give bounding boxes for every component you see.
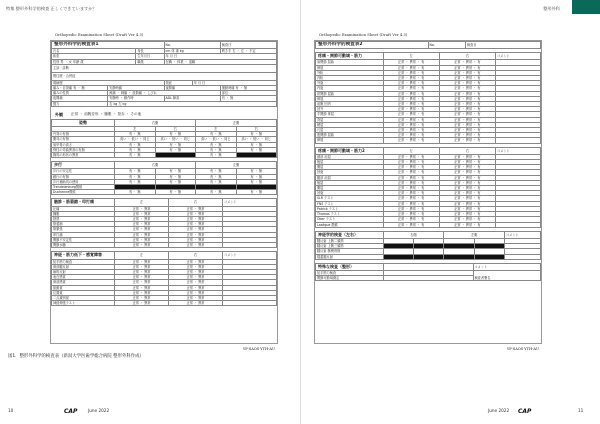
val: 正常 ・ 異常 ・ 有 bbox=[439, 154, 495, 159]
neuro-row: 膝蓋腱反射 bbox=[316, 254, 384, 259]
val: 有 ・ 無 bbox=[236, 132, 277, 137]
val: 正常 ・ 異常 ・ 有 bbox=[439, 117, 495, 122]
val: 有 ・ 無 bbox=[236, 142, 277, 147]
val: 正常 ・ 異常 ・ 有 bbox=[383, 196, 439, 201]
pain-site: 部位 bbox=[220, 91, 276, 96]
blocked-cell bbox=[413, 254, 443, 259]
rom-row: 外旋 bbox=[316, 81, 384, 86]
val: 正常 ・ 異常 ・ 有 bbox=[383, 165, 439, 170]
pain-rest: 安静時痛 bbox=[108, 86, 164, 91]
val: 正常 ・ 異常 ・ 有 bbox=[383, 60, 439, 65]
val: 正常 ・ 異常 bbox=[115, 222, 169, 227]
test-row: Lasègue 徴候 bbox=[316, 222, 384, 227]
val: 正常 ・ 異常 ・ 有 bbox=[383, 201, 439, 206]
sheet-title: Orthopedic Examination Sheet (Draft Ver 4.5) bbox=[55, 32, 144, 37]
blocked-cell bbox=[444, 254, 474, 259]
section-tab bbox=[572, 0, 600, 14]
val: 正常 ・ 異常 bbox=[115, 280, 169, 285]
rom-row: 手関節 掌屈 bbox=[316, 112, 384, 117]
header-left: 特集 整形外科学的検査 正しくできていますか？ bbox=[6, 6, 97, 11]
val: 正常 ・ 異常 bbox=[115, 264, 169, 269]
sub-r: 右 bbox=[169, 252, 223, 259]
height-unit: cm 体 重 kg bbox=[164, 49, 220, 54]
val: 有 ・ 無 bbox=[155, 169, 196, 174]
val: 正常 ・ 異常 ・ 有 bbox=[439, 81, 495, 86]
val: 正常 ・ 異常 bbox=[169, 227, 223, 232]
special-row: 関節可動域測定 bbox=[316, 276, 384, 281]
name-field: 氏名 bbox=[52, 49, 136, 54]
rom-row: 尺屈 bbox=[316, 128, 384, 133]
val: 正常 ・ 異常 ・ 有 bbox=[439, 217, 495, 222]
val: 高い ・ 低い ・ 同じ bbox=[236, 137, 277, 142]
exam-date: 検査日 bbox=[466, 42, 541, 49]
exam-sheet-2 bbox=[314, 32, 542, 351]
gait-table bbox=[51, 161, 277, 195]
val: 正常 ・ 異常 ・ 有 bbox=[383, 81, 439, 86]
nerve-heading: 神経・筋力低下・感覚障害 bbox=[52, 252, 115, 259]
val: 正常 ・ 異常 bbox=[169, 301, 223, 306]
val: 正常 ・ 異常 ・ 有 bbox=[439, 70, 495, 75]
sub-r: 右 bbox=[236, 127, 277, 132]
exam-sheet-1 bbox=[50, 32, 278, 351]
comment-label: コメント bbox=[223, 252, 277, 259]
gait-row: Trendelenburg徴候 bbox=[52, 185, 115, 190]
val: 高い ・ 低い ・ 同じ bbox=[115, 137, 156, 142]
val: 有 ・ 無 bbox=[115, 174, 156, 179]
adl: ADL 障害 bbox=[164, 96, 220, 101]
val: 有 ・ 無 bbox=[196, 153, 237, 158]
val: 正常 ・ 異常 ・ 有 bbox=[383, 138, 439, 143]
val: 正常 ・ 異常 ・ 有 bbox=[383, 65, 439, 70]
val: 正常 ・ 異常 bbox=[169, 269, 223, 274]
test-row: FNS テスト bbox=[316, 201, 384, 206]
val: 有 ・ 無 bbox=[196, 132, 237, 137]
col-right-side: 右側 bbox=[115, 119, 196, 126]
test-row: SLR テスト bbox=[316, 196, 384, 201]
val: 正常 ・ 異常 ・ 有 bbox=[439, 175, 495, 180]
val: 有 ・ 無 bbox=[236, 174, 277, 179]
val: 正常 ・ 異常 ・ 有 bbox=[383, 86, 439, 91]
nerve-row: 二点識別覚 bbox=[52, 295, 115, 300]
val: 正常 ・ 異常 ・ 有 bbox=[383, 212, 439, 217]
val: 正常 ・ 異常 bbox=[169, 275, 223, 280]
val: 正常 ・ 異常 bbox=[115, 206, 169, 211]
rom-row: 前腕 回内 bbox=[316, 102, 384, 107]
val: 有 ・ 無 bbox=[155, 190, 196, 195]
val: 正常 ・ 異常 bbox=[115, 227, 169, 232]
val: 正常 ・ 異常 ・ 有 bbox=[383, 170, 439, 175]
palpation-table bbox=[51, 198, 277, 248]
sheet-1-table bbox=[51, 41, 277, 107]
sheet-ref: YF-SAOS-YTH-AU bbox=[506, 347, 539, 351]
val: 正常 ・ 異常 ・ 有 bbox=[383, 180, 439, 185]
val: 正常 ・ 異常 bbox=[115, 301, 169, 306]
val: 正常 ・ 異常 bbox=[115, 211, 169, 216]
val: 有 ・ 無 bbox=[155, 132, 196, 137]
blocked-cell bbox=[474, 254, 504, 259]
val: 有 ・ 無 bbox=[155, 147, 196, 152]
comment-label: コメント bbox=[496, 147, 541, 154]
val: 有 ・ 無 bbox=[236, 147, 277, 152]
rom-row: 伸展 bbox=[316, 96, 384, 101]
issue-date-left: June 2022 bbox=[88, 408, 110, 413]
job-status: 在職 ・ 休業 ・ 退職 bbox=[164, 59, 277, 64]
palp-row: 圧痛 bbox=[52, 206, 115, 211]
val: 有 ・ 無 bbox=[196, 147, 237, 152]
nerve-table bbox=[51, 251, 277, 306]
palp-row: 腫脹 bbox=[52, 211, 115, 216]
test-row: 回旋 bbox=[316, 170, 384, 175]
nerve-row: 深部感覚 bbox=[52, 280, 115, 285]
align-heading: 外観 bbox=[55, 111, 63, 117]
val: 正常 ・ 異常 bbox=[115, 232, 169, 237]
val: 正常 ・ 異常 ・ 有 bbox=[383, 112, 439, 117]
val: 正常 ・ 異常 ・ 有 bbox=[439, 170, 495, 175]
sheet-ref: YF-SAOS-YTH-AU bbox=[242, 347, 275, 351]
val: 有 ・ 無 bbox=[236, 169, 277, 174]
sub-l: 左 bbox=[115, 199, 169, 206]
diagnosis: 主診・診断 bbox=[52, 64, 277, 72]
sheet-2-head bbox=[315, 41, 541, 49]
val: 正常 ・ 異常 ・ 有 bbox=[439, 86, 495, 91]
rom-row: 内旋 bbox=[316, 86, 384, 91]
val: 正常 ・ 異常 bbox=[115, 237, 169, 242]
val: 正常 ・ 異常 bbox=[115, 259, 169, 264]
rom-row: 股関節 屈曲 bbox=[316, 133, 384, 138]
issue-date-right: June 2022 bbox=[488, 408, 510, 413]
val: 有 ・ 無 bbox=[196, 169, 237, 174]
val: 正常 ・ 異常 ・ 有 bbox=[383, 70, 439, 75]
comment-label: コメント bbox=[223, 199, 277, 206]
val: 正常 ・ 異常 bbox=[115, 275, 169, 280]
val: 正常 ・ 異常 bbox=[169, 217, 223, 222]
val: 正常 ・ 異常 ・ 有 bbox=[439, 196, 495, 201]
rom-table-b bbox=[315, 147, 541, 228]
blocked-cell bbox=[155, 153, 196, 158]
val: 有 ・ 無 bbox=[196, 174, 237, 179]
nerve-row: 振動覚 bbox=[52, 285, 115, 290]
pain: 痛み・自発痛 有 ・ 無 bbox=[52, 86, 108, 91]
val: 正常 ・ 異常 bbox=[115, 290, 169, 295]
dob-label: 生年月日 bbox=[136, 54, 164, 59]
val: 正常 ・ 異常 ・ 有 bbox=[439, 76, 495, 81]
palp-row: 叩打痛 bbox=[52, 232, 115, 237]
test-row: 側屈 bbox=[316, 186, 384, 191]
nerve-row: 表在感覚 bbox=[52, 275, 115, 280]
val: 正常 ・ 異常 ・ 有 bbox=[439, 191, 495, 196]
gait-row: 歩行補助具の使用 bbox=[52, 179, 115, 184]
onset-value: 年 月 日 bbox=[192, 80, 276, 85]
nerve-row: 位置覚 bbox=[52, 290, 115, 295]
sec-d-heading: 特殊な検査（整形） bbox=[316, 263, 384, 270]
comment-label: コメント bbox=[496, 53, 541, 60]
test-row: 頸部 前屈 bbox=[316, 154, 384, 159]
onset-label: 発症 bbox=[164, 80, 192, 85]
val: 正常 ・ 異常 ・ 有 bbox=[383, 222, 439, 227]
val: 正常 ・ 異常 ・ 有 bbox=[439, 96, 495, 101]
sub-l: 左 bbox=[383, 53, 439, 60]
comment-label: コメント bbox=[473, 263, 541, 270]
neuro-row: 腱反射 上腕二頭筋 bbox=[316, 238, 384, 243]
insp-heading: 姿勢 bbox=[52, 119, 115, 126]
night: 夜間痛 bbox=[52, 96, 108, 101]
grip: 握力 bbox=[52, 101, 108, 106]
palp-row: 熱感 bbox=[52, 217, 115, 222]
gait-row: 歩行の安定性 bbox=[52, 169, 115, 174]
nerve-row: 徒手筋力検査 bbox=[52, 259, 115, 264]
val: 有 ・ 無 bbox=[115, 132, 156, 137]
sec-c-heading: 神経学的検査（左右） bbox=[316, 231, 384, 238]
rest-motion: 安静時 ・ 動作時 bbox=[108, 96, 164, 101]
val: 正常 ・ 異常 ・ 有 bbox=[439, 65, 495, 70]
pain-type: 痛みの性質 bbox=[52, 91, 108, 96]
sec-b-heading: 疼痛・関節可動域・筋力2 bbox=[316, 147, 384, 154]
val: 正常 ・ 異常 bbox=[169, 243, 223, 248]
val: 正常 ・ 異常 ・ 有 bbox=[383, 217, 439, 222]
sub-l: 左 bbox=[115, 252, 169, 259]
val: 正常 ・ 異常 ・ 有 bbox=[383, 91, 439, 96]
rom-row: 外転 bbox=[316, 70, 384, 75]
val: 正常 ・ 異常 bbox=[169, 285, 223, 290]
sub-l: 左 bbox=[115, 127, 156, 132]
test-row: 側屈 bbox=[316, 165, 384, 170]
val: 有 ・ 無 bbox=[115, 179, 156, 184]
special-table bbox=[315, 263, 541, 282]
val: 正常 ・ 異常 bbox=[169, 211, 223, 216]
val: 正常 ・ 異常 ・ 有 bbox=[383, 102, 439, 107]
val: 正常 ・ 異常 ・ 有 bbox=[439, 186, 495, 191]
page-number-left: 10 bbox=[8, 408, 14, 413]
neuro-table bbox=[315, 231, 541, 260]
col-left-side: 左側 bbox=[196, 119, 277, 126]
val: 正常 ・ 異常 ・ 有 bbox=[439, 122, 495, 127]
val: 正常 ・ 異常 ・ 有 bbox=[383, 186, 439, 191]
gait-heading: 歩行 bbox=[52, 162, 115, 169]
palpation-heading: 触診・筋萎縮・叩打痛 bbox=[52, 199, 115, 206]
header-right: 整形外科 bbox=[543, 6, 560, 11]
test-row: 後屈 bbox=[316, 160, 384, 165]
test-row: 腰部 前屈 bbox=[316, 175, 384, 180]
val: 正常 ・ 異常 ・ 有 bbox=[383, 107, 439, 112]
sub-r: 右 bbox=[155, 127, 196, 132]
val: 正常 ・ 異常 ・ 有 bbox=[439, 102, 495, 107]
val: 有 ・ 無 bbox=[196, 142, 237, 147]
test-row: Patrick テスト bbox=[316, 206, 384, 211]
examiner-signature: 検査者署名 bbox=[473, 270, 541, 280]
dob-value: 年 月 日 bbox=[164, 54, 277, 59]
sub-r: 右 bbox=[439, 147, 495, 154]
insp-row: 側弯の有無 bbox=[52, 137, 115, 142]
palp-row: 関節不安定性 bbox=[52, 237, 115, 242]
val: 正常 ・ 異常 bbox=[169, 290, 223, 295]
sex-age: 性別 男 ・ 女 年齢 歳 bbox=[52, 59, 136, 64]
palp-row: 関節水腫 bbox=[52, 243, 115, 248]
insp-row: 円背の有無 bbox=[52, 132, 115, 137]
page-divider bbox=[300, 0, 301, 424]
val: 正常 ・ 異常 bbox=[169, 232, 223, 237]
neuro-row: 腱反射 上腕三頭筋 bbox=[316, 244, 384, 249]
test-row: 後屈 bbox=[316, 180, 384, 185]
val: 正常 ・ 異常 ・ 有 bbox=[439, 180, 495, 185]
val: 高い ・ 低い ・ 同じ bbox=[155, 137, 196, 142]
val: 有 ・ 無 bbox=[115, 153, 156, 158]
col-left-side: 左側 bbox=[196, 162, 277, 169]
val: 有 ・ 無 bbox=[155, 142, 196, 147]
rom-table-a bbox=[315, 52, 541, 143]
val: 正常 ・ 異常 ・ 有 bbox=[383, 128, 439, 133]
val: 正常 ・ 異常 ・ 有 bbox=[383, 122, 439, 127]
val: 正常 ・ 異常 ・ 有 bbox=[439, 138, 495, 143]
nerve-row: 深部腱反射 bbox=[52, 264, 115, 269]
grip-value: 右 kg 左 kg bbox=[108, 101, 277, 106]
insp-row: 肩甲骨の高さ bbox=[52, 142, 115, 147]
val: 正常 ・ 異常 ・ 有 bbox=[439, 222, 495, 227]
pain-night: 夜間痛 bbox=[164, 86, 220, 91]
sub-r: 右 bbox=[439, 53, 495, 60]
val: 正常 ・ 異常 bbox=[115, 243, 169, 248]
sheet-heading: 整形外科学的検査表1 bbox=[52, 42, 165, 49]
col-right-side: 右側 bbox=[383, 231, 444, 238]
no-field: No. bbox=[428, 42, 466, 49]
val: 正常 ・ 異常 ・ 有 bbox=[439, 91, 495, 96]
dominant-hand: 利き手 右 ・ 左 ・ 不定 bbox=[220, 49, 276, 54]
val: 有 ・ 無 bbox=[115, 169, 156, 174]
val: 正常 ・ 異常 bbox=[169, 206, 223, 211]
neuro-row: 腱反射 腕橈骨筋 bbox=[316, 249, 384, 254]
val: 正常 ・ 異常 bbox=[169, 237, 223, 242]
val: 正常 ・ 異常 bbox=[115, 285, 169, 290]
rom-row: 肩関節 屈曲 bbox=[316, 60, 384, 65]
pain-motion: 運動時痛 有 ・ 無 bbox=[220, 86, 276, 91]
col-left-side: 左側 bbox=[444, 231, 505, 238]
history: 既往歴・合併症 bbox=[52, 72, 277, 80]
val: 正常 ・ 異常 ・ 有 bbox=[439, 128, 495, 133]
adl-value: 有 ・ 無 bbox=[220, 96, 276, 101]
no-field: No. bbox=[164, 42, 220, 49]
val: 正常 ・ 異常 ・ 有 bbox=[439, 212, 495, 217]
val: 正常 ・ 異常 ・ 有 bbox=[383, 96, 439, 101]
val: 正常 ・ 異常 ・ 有 bbox=[383, 117, 439, 122]
val: 正常 ・ 異常 bbox=[169, 295, 223, 300]
val: 正常 ・ 異常 bbox=[169, 222, 223, 227]
val: 正常 ・ 異常 bbox=[169, 264, 223, 269]
inspection-table bbox=[51, 119, 277, 158]
val: 有 ・ 無 bbox=[236, 190, 277, 195]
val: 正常 ・ 異常 bbox=[115, 295, 169, 300]
exam-date: 検査日 bbox=[220, 42, 276, 49]
val: 正常 ・ 異常 ・ 有 bbox=[439, 107, 495, 112]
val: 正常 ・ 異常 ・ 有 bbox=[439, 165, 495, 170]
sheet-heading: 整形外科学的検査表2 bbox=[316, 42, 429, 49]
nerve-row: 神経伸張テスト bbox=[52, 301, 115, 306]
pain-type-value: 鈍痛 ・ 刺痛 ・ 放散痛 ・ しびれ bbox=[108, 91, 221, 96]
cap-logo-left: CAP bbox=[64, 408, 78, 415]
rom-row: 肘関節 屈曲 bbox=[316, 91, 384, 96]
sub-l: 左 bbox=[383, 147, 439, 154]
rom-row: 伸展 bbox=[316, 65, 384, 70]
val: 正常 ・ 異常 bbox=[169, 280, 223, 285]
insp-row: 胸郭の形状の異常 bbox=[52, 153, 115, 158]
test-row: Ober テスト bbox=[316, 217, 384, 222]
col-right-side: 右側 bbox=[115, 162, 196, 169]
val: 有 ・ 無 bbox=[115, 190, 156, 195]
palp-row: 筋萎縮 bbox=[52, 222, 115, 227]
rom-row: 回外 bbox=[316, 107, 384, 112]
sheet-title: Orthopedic Examination Sheet (Draft Ver 4.5) bbox=[319, 32, 408, 37]
palp-row: 筋緊張 bbox=[52, 227, 115, 232]
job: 職業 bbox=[136, 59, 164, 64]
val: 正常 ・ 異常 ・ 有 bbox=[439, 112, 495, 117]
blocked-cell bbox=[236, 153, 277, 158]
val: 正常 ・ 異常 ・ 有 bbox=[383, 160, 439, 165]
rom-row: 背屈 bbox=[316, 117, 384, 122]
val: 正常 ・ 異常 ・ 有 bbox=[383, 133, 439, 138]
figure-caption: 図1．整形外科学的検査表（新潟大学医歯学総合病院 整形外科作成） bbox=[8, 354, 144, 359]
val: 正常 ・ 異常 bbox=[115, 269, 169, 274]
val: 正常 ・ 異常 ・ 有 bbox=[439, 206, 495, 211]
val: 有 ・ 無 bbox=[115, 142, 156, 147]
insp-row: 脊柱の弯曲異常の有無 bbox=[52, 147, 115, 152]
height-label: 身長 bbox=[136, 49, 164, 54]
gait-row: 跛行の有無 bbox=[52, 174, 115, 179]
sub-l: 左 bbox=[196, 127, 237, 132]
test-row: 回旋 bbox=[316, 191, 384, 196]
disease: 疾患 bbox=[52, 54, 136, 59]
val: 有 ・ 無 bbox=[155, 179, 196, 184]
val: 正常 ・ 異常 ・ 有 bbox=[383, 191, 439, 196]
val: 正常 ・ 異常 bbox=[115, 217, 169, 222]
val: 高い ・ 低い ・ 同じ bbox=[196, 137, 237, 142]
val: 正常 ・ 異常 ・ 有 bbox=[439, 133, 495, 138]
sub-r: 右 bbox=[169, 199, 223, 206]
rom-row: 橈屈 bbox=[316, 122, 384, 127]
val: 正常 ・ 異常 ・ 有 bbox=[439, 160, 495, 165]
page-number-right: 11 bbox=[578, 408, 584, 413]
cap-logo-right: CAP bbox=[518, 408, 532, 415]
val: 有 ・ 無 bbox=[196, 190, 237, 195]
val: 正常 ・ 異常 bbox=[169, 259, 223, 264]
val: 正常 ・ 異常 ・ 有 bbox=[383, 76, 439, 81]
rom-row: 伸展 bbox=[316, 138, 384, 143]
val: 正常 ・ 異常 ・ 有 bbox=[439, 201, 495, 206]
symptom: 現病歴 bbox=[52, 80, 165, 85]
val: 有 ・ 無 bbox=[115, 147, 156, 152]
sec-a-heading: 疼痛・関節可動域・筋力 bbox=[316, 53, 384, 60]
val: 正常 ・ 異常 ・ 有 bbox=[439, 60, 495, 65]
gait-row: Duchenne徴候 bbox=[52, 190, 115, 195]
blocked-cell bbox=[383, 254, 413, 259]
special-row: 徒手筋力検査 bbox=[316, 270, 384, 275]
rom-row: 内転 bbox=[316, 76, 384, 81]
align-options: 正常 ・ 前腕変形 ・ 腫脹 ・ 発赤 ・ その他 bbox=[71, 111, 142, 116]
val: 有 ・ 無 bbox=[236, 179, 277, 184]
val: 正常 ・ 異常 ・ 有 bbox=[383, 175, 439, 180]
val: 有 ・ 無 bbox=[196, 179, 237, 184]
val: 有 ・ 無 bbox=[155, 174, 196, 179]
nerve-row: 病的反射 bbox=[52, 269, 115, 274]
val: 正常 ・ 異常 ・ 有 bbox=[383, 206, 439, 211]
val: 正常 ・ 異常 ・ 有 bbox=[383, 154, 439, 159]
comment-label: コメント bbox=[505, 231, 541, 238]
test-row: Thomas テスト bbox=[316, 212, 384, 217]
